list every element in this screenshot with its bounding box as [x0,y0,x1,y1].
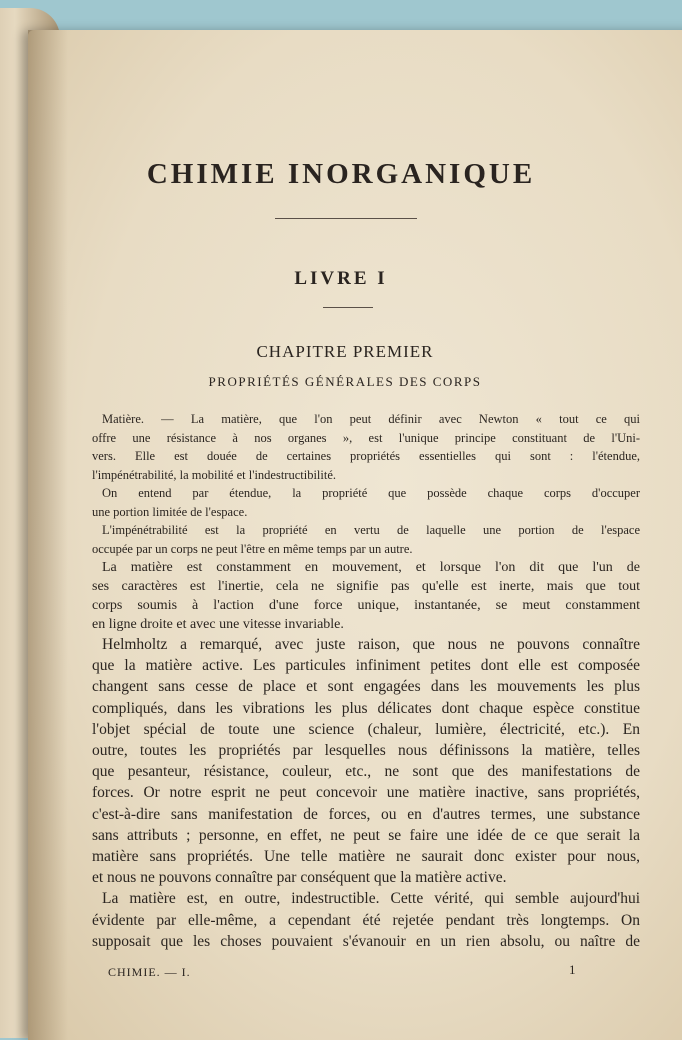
text-line: occupée par un corps ne peut l'être en même temps par un autre. [92,541,413,556]
page-number: 1 [569,962,576,977]
text-line: l'objet spécial de toute une science (chaleur, lumière, électricité, etc.). En [92,720,640,738]
text-line: en ligne droite et avec une vitesse invariable. [92,617,344,632]
text-line: et nous ne pouvons connaître par conséquent que la matière active. [92,869,507,887]
text-line: corps soumis à l'action d'une force unique, instantanée, se meut constamment [92,598,640,613]
text-line: La matière est, en outre, indestructible. Cette vérité, qui semble aujourd'hui [102,890,640,908]
title-divider [275,218,417,219]
text-line: Matière. — La matière, que l'on peut définir avec Newton « tout ce qui [102,412,640,426]
paragraph [92,410,640,484]
paragraph [92,558,640,634]
book-part-heading: LIVRE I [294,268,388,289]
text-line: vers. Elle est douée de certaines propriétés essentielles qui sont : l'étendue, [92,449,640,463]
part-divider [323,307,373,308]
text-line: l'impénétrabilité, la mobilité et l'indestructibilité. [92,467,337,482]
text-line: que la matière active. Les particules infiniment petites dont elle est composée [92,657,640,675]
text-line: compliqués, dans les vibrations les plus délicates dont chaque espèce constitue [92,699,640,717]
text-line: matière sans propriétés. Une telle matière ne saurait donc exister pour nous, [92,848,640,866]
text-line: outre, toutes les propriétés par lesquelles nous définissons la matière, telles [92,742,640,760]
text-line: c'est-à-dire sans manifestation de forces, ou en d'autres termes, une substance [92,805,640,823]
paragraph [92,484,640,521]
text-line: changent sans cesse de place et sont engagées dans les mouvements les plus [92,678,640,696]
text-line: supposait que les choses pouvaient s'évanouir en un rien absolu, ou naître de [92,932,640,950]
text-line: On entend par étendue, la propriété que possède chaque corps d'occuper [102,486,640,500]
text-line: Helmholtz a remarqué, avec juste raison, que nous ne pouvons connaître [102,636,640,653]
running-footer: CHIMIE. — I. [108,965,191,979]
text-line: La matière est constamment en mouvement, et lorsque l'on dit que l'un de [102,560,640,575]
chapter-subtitle: PROPRIÉTÉS GÉNÉRALES DES CORPS [208,374,482,389]
paragraph [92,634,640,888]
text-line: forces. Or notre esprit ne peut concevoir une matière inactive, sans propriétés, [92,784,640,802]
text-line: évidente par elle-même, a cependant été rejetée pendant très longtemps. On [92,911,640,929]
paragraph [92,521,640,558]
text-line: offre une résistance à nos organes », est l'unique principe constituant de l'Uni- [92,430,640,445]
text-line: une portion limitée de l'espace. [92,504,248,519]
chapter-heading: CHAPITRE PREMIER [256,342,434,361]
paragraph [92,888,640,952]
text-line: L'impénétrabilité est la propriété en vertu de laquelle une portion de l'espace [102,523,640,537]
body-text [92,410,640,952]
text-line: ses caractères est l'inertie, cela ne signifie pas qu'elle est inerte, mais que tout [92,579,640,594]
book-title: CHIMIE INORGANIQUE [146,158,536,190]
text-line: sans attributs ; personne, en effet, ne peut se faire une idée de ce que serait la [92,826,640,844]
text-line: que pesanteur, résistance, couleur, etc., ne sont que des manifestations de [92,763,640,781]
